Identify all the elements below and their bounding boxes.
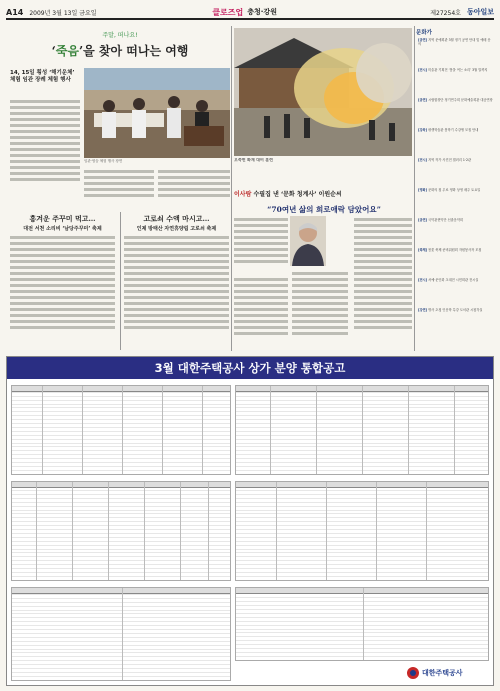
- feature-headline: [10, 42, 230, 60]
- table-header: [12, 482, 230, 488]
- listing-entry: [418, 308, 493, 312]
- entry-text: 서예·문인화 초대전 시민회관 전시실: [428, 278, 479, 282]
- entry-tag: [전시]: [418, 158, 428, 162]
- profile-quote: “70여년 삶의 희로애락 담았어요”: [267, 205, 381, 214]
- company-name: 대한주택공사: [422, 669, 463, 677]
- listing-table: [11, 481, 231, 581]
- listing-entry: [418, 98, 493, 102]
- listing-table: [11, 587, 231, 681]
- culture-listing-heading: 문화가: [416, 30, 432, 36]
- lh-logo-icon: [407, 667, 419, 679]
- article-body: [234, 278, 288, 348]
- page-header: [6, 6, 494, 20]
- issue-number: 제27254호: [430, 9, 461, 17]
- entry-text: 평생학습관 봄학기 수강생 모집 안내: [428, 128, 479, 132]
- box-subhead: 인제 방태산 자연휴양림 고로쇠 축제: [136, 226, 217, 232]
- listing-table: [235, 587, 489, 661]
- entry-tag: [강연]: [418, 308, 428, 312]
- profile-desc: 수필집 낸 ‘문화 청계사’ 이원순씨: [253, 191, 342, 198]
- entry-tag: [축제]: [418, 248, 428, 252]
- headline-highlight: 죽음: [55, 44, 79, 58]
- profile-name: 이사람: [234, 191, 252, 198]
- entry-tag: [공연]: [418, 38, 428, 42]
- photo-caption: 임관·염습 체험 행사 장면: [84, 159, 123, 163]
- table-header: [12, 386, 230, 392]
- listing-table: [235, 481, 489, 581]
- column-divider: [414, 26, 415, 351]
- region-label: 충청·강원: [247, 8, 277, 16]
- listing-entry: [418, 128, 493, 132]
- table-header: [236, 588, 488, 594]
- box-headline: 고로쇠 수액 마시고…: [143, 214, 210, 223]
- profile-title: [234, 189, 414, 199]
- table-header: [12, 588, 230, 594]
- listing-entry: [418, 218, 493, 222]
- article-body: [10, 100, 80, 192]
- fire-drill-photo: [234, 28, 412, 156]
- advertisement: [6, 356, 494, 686]
- listing-entry: [418, 278, 493, 282]
- article-body: [354, 218, 412, 348]
- section-label: 클로즈업: [212, 7, 244, 17]
- entry-text: 미술관 기획전 ‘봄을 여는 소리’ 3월 말까지: [428, 68, 488, 72]
- box-headline: 흥겨운 주꾸미 먹고…: [29, 214, 96, 223]
- entry-text: 국악관현악단 신춘음악회: [428, 218, 463, 222]
- column-divider: [231, 26, 232, 351]
- box-subhead: 대전 서천 소리비 ‘남당주꾸미’ 축제: [23, 226, 102, 232]
- listing-table: [11, 385, 231, 475]
- listing-entry: [418, 248, 493, 252]
- listing-entry: [418, 158, 493, 162]
- article-body: [234, 218, 288, 274]
- article-body: [84, 170, 154, 202]
- entry-tag: [전시]: [418, 68, 428, 72]
- newspaper-name: 동아일보: [466, 8, 494, 16]
- article-body: [292, 272, 348, 348]
- entry-text: 시립합창단 정기연주회 문화예술회관 대공연장: [428, 98, 493, 102]
- column-divider: [120, 212, 121, 350]
- feature-kicker: 주말, 떠나요!: [102, 32, 138, 39]
- publication-date: 2009년 3월 13일 금요일: [29, 9, 97, 17]
- entry-text: 지역 문예회관 3월 정기 공연 안내 및 예매 문의: [418, 38, 491, 47]
- listing-entry: [418, 68, 493, 72]
- page-number: A14: [6, 7, 24, 17]
- entry-text: 명사 초청 인문학 특강 도서관 시청각실: [428, 308, 483, 312]
- entry-text: 지역 작가 사진전 갤러리 1·2관: [428, 158, 472, 162]
- table-header: [236, 482, 488, 488]
- ad-title: 3월 대한주택공사 상가 분양 통합공고: [7, 357, 493, 379]
- entry-tag: [공연]: [418, 98, 428, 102]
- listing-entry: [418, 188, 493, 192]
- entry-tag: [강좌]: [418, 128, 428, 132]
- article-body: [124, 236, 229, 344]
- company-logo: [407, 665, 489, 681]
- article-body: [10, 236, 115, 344]
- entry-text: 봄꽃 축제 준비위원회 자원봉사자 모집: [428, 248, 482, 252]
- listing-entry: [418, 38, 493, 46]
- listing-table: [235, 385, 489, 475]
- entry-text: 문화의 집 무료 영화 상영 매주 토요일: [428, 188, 481, 192]
- entry-tag: [영화]: [418, 188, 428, 192]
- feature-subhead: 14, 15일 횡성 ‘해기운체’ 체험 임관 장례 체험 행사: [10, 70, 75, 84]
- headline-part: ‘: [51, 44, 56, 58]
- feature-photo: [84, 68, 230, 158]
- article-body: [158, 170, 230, 202]
- portrait-photo: [290, 216, 326, 266]
- entry-tag: [전시]: [418, 278, 428, 282]
- caption-title: 오죽헌 화재 대비 훈련: [234, 158, 273, 162]
- photo-caption: [234, 158, 412, 184]
- entry-tag: [공연]: [418, 218, 428, 222]
- headline-part: ’을 찾아 떠나는 여행: [78, 44, 189, 58]
